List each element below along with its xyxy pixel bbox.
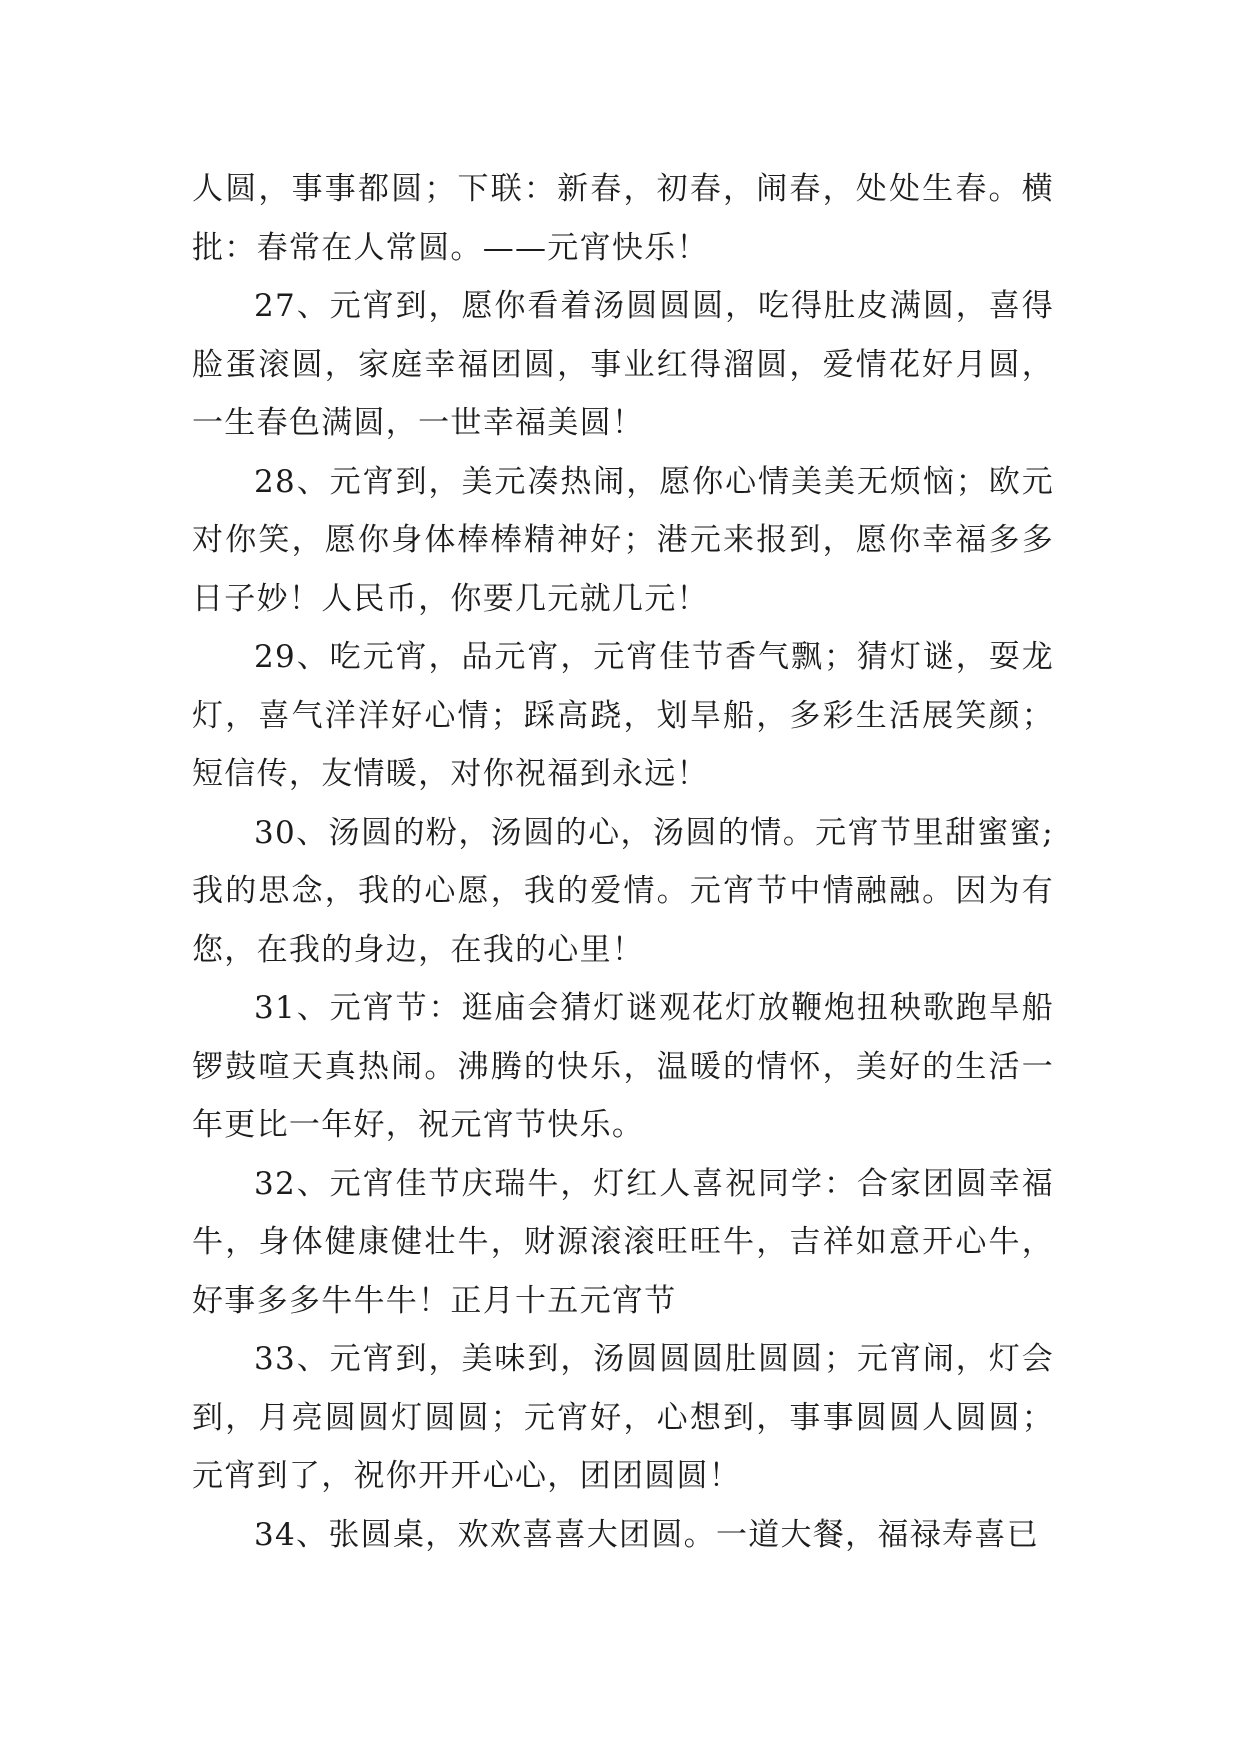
paragraph-29: 29、吃元宵，品元宵，元宵佳节香气飘；猜灯谜，耍龙灯，喜气洋洋好心情；踩高跷，划旱船，多彩生活展笑颜；短信传，友情暖，对你祝福到永远！ bbox=[192, 639, 1054, 792]
paragraph-31: 31、元宵节：逛庙会猜灯谜观花灯放鞭炮扭秧歌跑旱船锣鼓喧天真热闹。沸腾的快乐，温暖的情怀，美好的生活一年更比一年好，祝元宵节快乐。 bbox=[192, 990, 1054, 1143]
paragraph-continued: 人圆，事事都圆；下联：新春，初春，闹春，处处生春。横批：春常在人常圆。——元宵快乐！ bbox=[192, 171, 1054, 266]
paragraph-32: 32、元宵佳节庆瑞牛，灯红人喜祝同学：合家团圆幸福牛，身体健康健壮牛，财源滚滚旺旺牛，吉祥如意开心牛，好事多多牛牛牛！正月十五元宵节 bbox=[192, 1165, 1054, 1319]
paragraph-30: 30、汤圆的粉，汤圆的心，汤圆的情。元宵节里甜蜜蜜;我的思念，我的心愿，我的爱情。元宵节中情融融。因为有您，在我的身边，在我的心里！ bbox=[192, 814, 1054, 968]
paragraph-28: 28、元宵到，美元凑热闹，愿你心情美美无烦恼；欧元对你笑，愿你身体棒棒精神好；港元来报到，愿你幸福多多日子妙！人民币，你要几元就几元！ bbox=[192, 463, 1054, 617]
paragraph-33: 33、元宵到，美味到，汤圆圆圆肚圆圆；元宵闹，灯会到，月亮圆圆灯圆圆；元宵好，心想到，事事圆圆人圆圆；元宵到了，祝你开开心心，团团圆圆！ bbox=[192, 1341, 1054, 1494]
paragraph-27: 27、元宵到，愿你看着汤圆圆圆，吃得肚皮满圆，喜得脸蛋滚圆，家庭幸福团圆，事业红得溜圆，爱情花好月圆，一生春色满圆，一世幸福美圆！ bbox=[192, 288, 1054, 441]
document-body bbox=[192, 160, 1054, 1564]
paragraph-34: 34、张圆桌，欢欢喜喜大团圆。一道大餐，福禄寿喜已 bbox=[254, 1516, 1039, 1553]
